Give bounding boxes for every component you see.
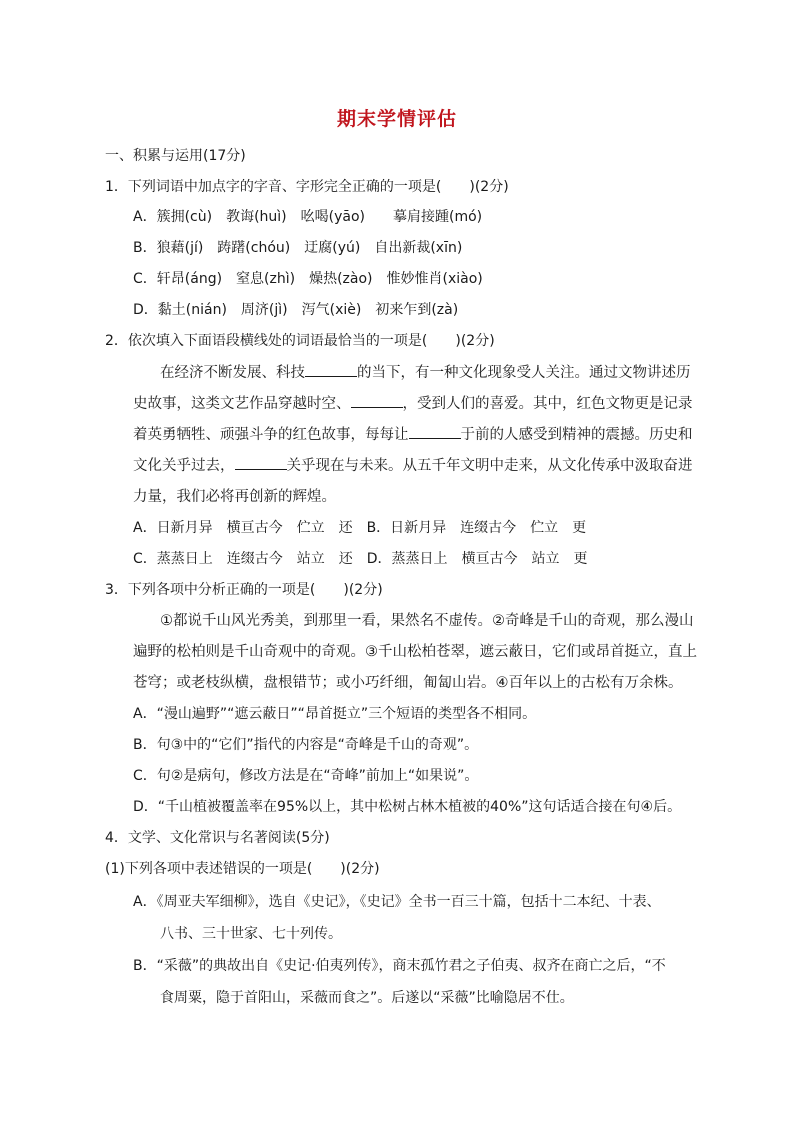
question-4-option-b-cont: 食周粟，隐于首阳山，采薇而食之”。后遂以“采薇”比喻隐居不仕。 [160,990,574,1006]
question-3-option-c: C．句②是病句，修改方法是在“奇峰”前加上“如果说”。 [133,768,479,784]
page-title: 期末学情评估 [336,108,457,130]
question-3-option-b: B．句③中的“它们”指代的内容是“奇峰是千山的奇观”。 [133,737,479,753]
passage-text: 文化关乎过去， [133,458,235,474]
question-2-passage-line: 力量，我们必将再创新的辉煌。 [133,489,336,505]
passage-text: 着英勇牺牲、顽强斗争的红色故事，每每让 [133,427,409,443]
passage-text: 的当下，有一种文化现象受人关注。通过文物讲述历 [357,365,691,381]
question-2-passage-line [160,362,691,383]
question-4-option-b: B．“采薇”的典故出自《史记·伯夷列传》，商末孤竹君之子伯夷、叔齐在商亡之后，“不 [133,958,666,974]
question-1-stem: 1．下列词语中加点字的字音、字形完全正确的一项是( )(2分) [105,179,509,195]
question-4-stem: 4．文学、文化常识与名著阅读(5分) [105,830,330,846]
question-3-passage-line: 遍野的松柏则是千山奇观中的奇观。③千山松柏苍翠，遮云蔽日，它们或昂首挺立，直上 [133,644,697,660]
question-4-option-a: A．《周亚夫军细柳》，选自《史记》，《史记》全书一百三十篇，包括十二本纪、十表、 [133,894,661,910]
question-3-passage-line: 苍穹；或老枝纵横，盘根错节；或小巧纤细，匍匐山岩。④百年以上的古松有万余株。 [133,675,683,691]
question-1-option-b: B．狼藉(jí) 踌躇(chóu) 迂腐(yú) 自出新裁(xīn) [133,240,463,256]
question-1-option-a: A．簇拥(cù) 教诲(huì) 吆喝(yāo) 摹肩接踵(mó) [133,209,483,225]
passage-text: 史故事，这类文艺作品穿越时空、 [133,396,351,412]
question-4-option-a-cont: 八书、三十世家、七十列传。 [160,926,342,942]
passage-text: ，受到人们的喜爱。其中，红色文物更是记录 [402,396,693,412]
question-3-stem: 3．下列各项中分析正确的一项是( )(2分) [105,582,383,598]
question-1-option-d: D．黏土(nián) 周济(jì) 泻气(xiè) 初来乍到(zà) [133,302,459,318]
question-1-option-c: C．轩昂(áng) 窒息(zhì) 燥热(zào) 惟妙惟肖(xiào) [133,271,483,287]
question-3-option-a: A．“漫山遍野”“遮云蔽日”“昂首挺立”三个短语的类型各不相同。 [133,706,537,722]
question-2-passage-line [133,424,693,445]
question-3-passage-line: ①都说千山风光秀美，到那里一看，果然名不虚传。②奇峰是千山的奇观，那么漫山 [160,613,694,629]
question-2-options-ab: A．日新月异 横亘古今 伫立 还 B．日新月异 连缀古今 伫立 更 [133,520,587,536]
fill-blank-1 [305,362,357,377]
question-2-passage-line [133,393,693,414]
question-3-option-d: D．“千山植被覆盖率在95%以上，其中松树占林木植被的40%”这句话适合接在句④后。 [133,799,682,815]
question-2-options-cd: C．蒸蒸日上 连缀古今 站立 还 D．蒸蒸日上 横亘古今 站立 更 [133,551,588,567]
question-2-stem: 2．依次填入下面语段横线处的词语最恰当的一项是( )(2分) [105,333,495,349]
fill-blank-3 [409,424,461,439]
passage-text: 于前的人感受到精神的震撼。历史和 [460,427,693,443]
question-4-sub-1: (1)下列各项中表述错误的一项是( )(2分) [105,861,380,877]
fill-blank-4 [235,455,287,470]
section-heading: 一、积累与运用(17分) [105,148,246,164]
question-2-passage-line [133,455,693,476]
fill-blank-2 [351,393,403,408]
passage-text: 关乎现在与未来。从五千年文明中走来，从文化传承中汲取奋进 [286,458,693,474]
passage-text: 在经济不断发展、科技 [160,365,305,381]
